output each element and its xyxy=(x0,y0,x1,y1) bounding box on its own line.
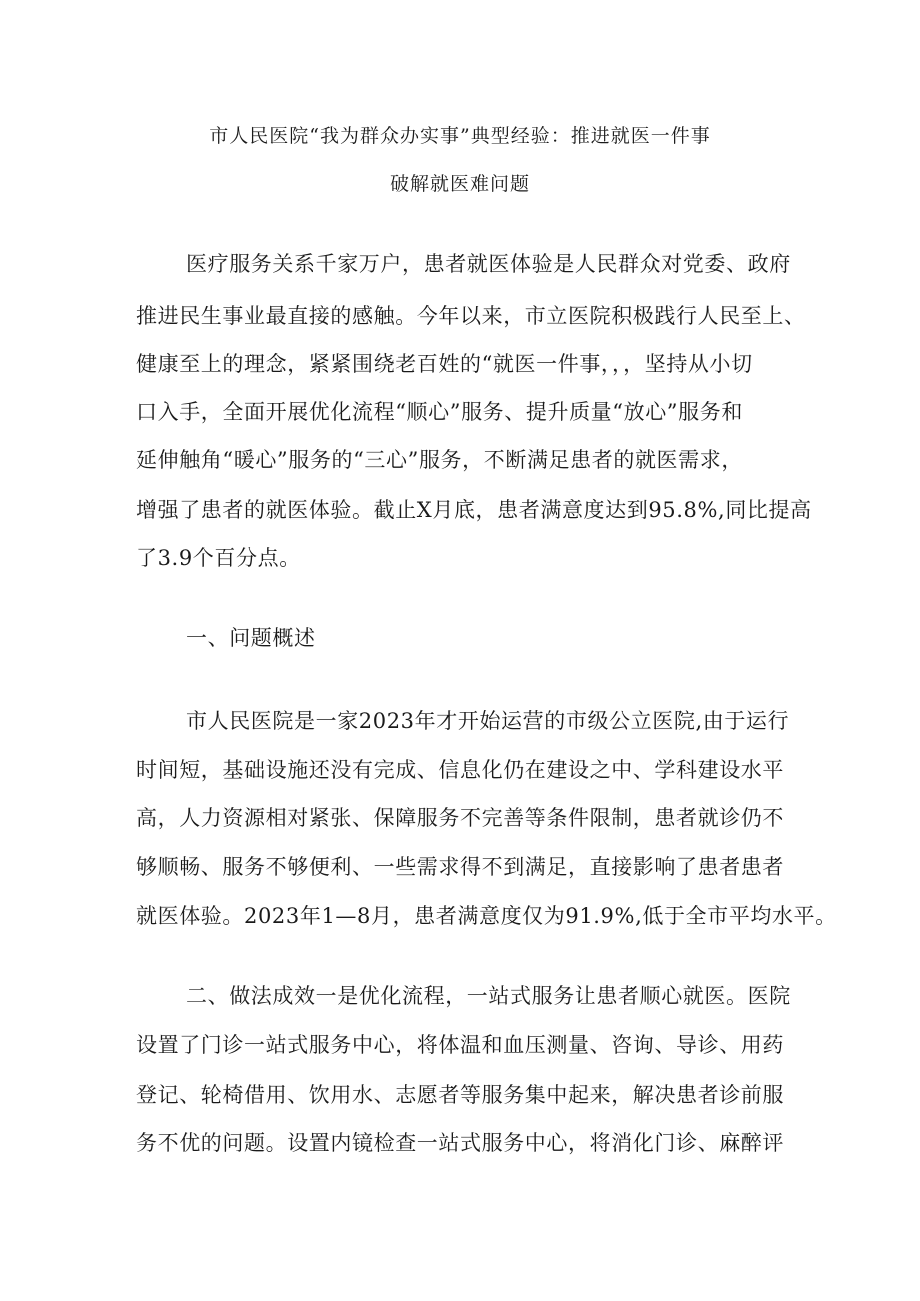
section1-line: 就医体验。2023年1—8月，患者满意度仅为91.9%,低于全市平均水平。 xyxy=(136,904,837,928)
intro-line: 延伸触角“暖心”服务的“三心”服务，不断满足患者的就医需求， xyxy=(136,448,743,472)
section1-line: 高，人力资源相对紧张、保障服务不完善等条件限制，患者就诊仍不 xyxy=(136,806,784,830)
section2-line: 设置了门诊一站式服务中心，将体温和血压测量、咨询、导诊、用药 xyxy=(136,1033,784,1057)
intro-line: 了3.9个百分点。 xyxy=(136,546,301,570)
document-title-line-2: 破解就医难问题 xyxy=(389,173,530,195)
section1-line: 够顺畅、服务不够便利、一些需求得不到满足，直接影响了患者患者 xyxy=(136,855,784,879)
document-title-line-1: 市人民医院“我为群众办实事”典型经验：推进就医一件事 xyxy=(209,125,711,147)
section2-line: 务不优的问题。设置内镜检查一站式服务中心，将消化门诊、麻醉评 xyxy=(136,1131,784,1155)
section1-line: 市人民医院是一家2023年才开始运营的市级公立医院,由于运行 xyxy=(186,709,790,733)
section1-line: 时间短，基础设施还没有完成、信息化仍在建设之中、学科建设水平 xyxy=(136,758,784,782)
intro-line: 健康至上的理念，紧紧围绕老百姓的“就医一件事，，，坚持从小切 xyxy=(136,352,753,376)
intro-line: 增强了患者的就医体验。截止X月底，患者满意度达到95.8%,同比提高 xyxy=(136,498,812,522)
intro-line: 医疗服务关系千家万户，患者就医体验是人民群众对党委、政府 xyxy=(186,252,791,276)
section2-line: 登记、轮椅借用、饮用水、志愿者等服务集中起来，解决患者诊前服 xyxy=(136,1083,784,1107)
intro-line: 口入手，全面开展优化流程“顺心”服务、提升质量“放心”服务和 xyxy=(136,400,743,424)
section-heading: 一、问题概述 xyxy=(186,626,316,650)
section2-line: 二、做法成效一是优化流程，一站式服务让患者顺心就医。医院 xyxy=(186,984,791,1008)
intro-line: 推进民生事业最直接的感触。今年以来，市立医院积极践行人民至上、 xyxy=(136,304,806,328)
